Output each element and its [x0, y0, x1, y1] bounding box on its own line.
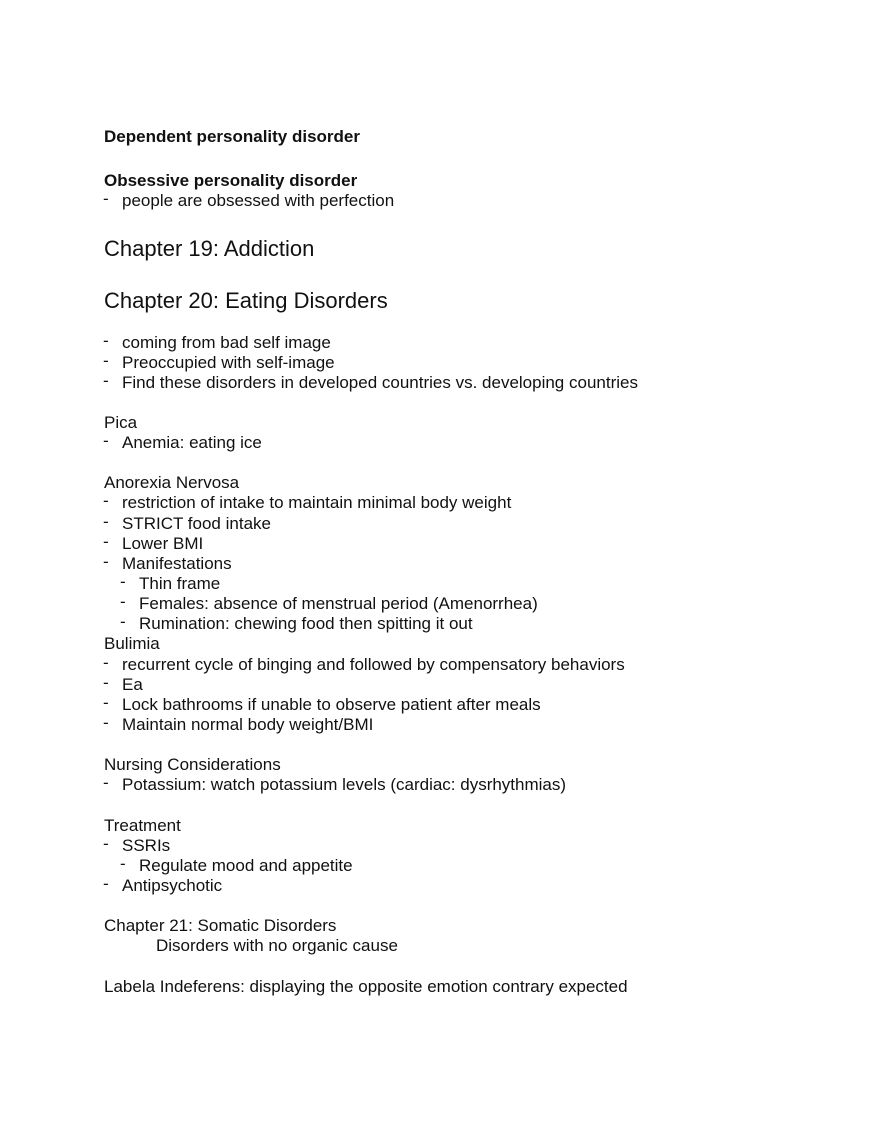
dash-bullet: -	[103, 713, 109, 732]
labela-indeferens-note: Labela Indeferens: displaying the opposite emotion contrary expected	[104, 977, 628, 996]
dash-bullet: -	[103, 773, 109, 792]
dash-bullet: -	[103, 331, 109, 350]
list-item-text: coming from bad self image	[122, 333, 331, 352]
list-item-text: Ea	[122, 675, 143, 694]
list-item-text: Lock bathrooms if unable to observe patient after meals	[122, 695, 541, 714]
dash-bullet: -	[103, 189, 109, 208]
chapter-21-subtitle: Disorders with no organic cause	[156, 936, 398, 955]
list-item-text: Anemia: eating ice	[122, 433, 262, 452]
list-item-text: Regulate mood and appetite	[139, 856, 353, 875]
list-item-text: Manifestations	[122, 554, 232, 573]
list-item-text: people are obsessed with perfection	[122, 191, 395, 210]
section-title-anorexia: Anorexia Nervosa	[104, 473, 240, 492]
dash-bullet: -	[120, 592, 126, 611]
dash-bullet: -	[103, 673, 109, 692]
heading-dependent-personality: Dependent personality disorder	[104, 127, 360, 146]
list-item-text: Antipsychotic	[122, 876, 223, 895]
section-title-bulimia: Bulimia	[104, 634, 160, 653]
dash-bullet: -	[103, 874, 109, 893]
list-item-text: Thin frame	[139, 574, 221, 593]
heading-chapter-20: Chapter 20: Eating Disorders	[104, 288, 388, 313]
dash-bullet: -	[103, 693, 109, 712]
section-title-treatment: Treatment	[104, 816, 181, 835]
dash-bullet: -	[103, 371, 109, 390]
list-item-text: STRICT food intake	[122, 514, 271, 533]
dash-bullet: -	[103, 431, 109, 450]
dash-bullet: -	[103, 532, 109, 551]
section-title-pica: Pica	[104, 413, 138, 432]
section-title-nursing: Nursing Considerations	[104, 755, 281, 774]
heading-obsessive-personality: Obsessive personality disorder	[104, 171, 358, 190]
dash-bullet: -	[120, 854, 126, 873]
heading-chapter-19: Chapter 19: Addiction	[104, 236, 315, 261]
heading-chapter-21: Chapter 21: Somatic Disorders	[104, 916, 337, 935]
list-item-text: restriction of intake to maintain minimal body weight	[122, 493, 512, 512]
dash-bullet: -	[103, 552, 109, 571]
dash-bullet: -	[103, 491, 109, 510]
dash-bullet: -	[103, 351, 109, 370]
list-item-text: Potassium: watch potassium levels (cardiac: dysrhythmias)	[122, 775, 567, 794]
list-item-text: Maintain normal body weight/BMI	[122, 715, 374, 734]
dash-bullet: -	[103, 834, 109, 853]
list-item-text: Rumination: chewing food then spitting it out	[139, 614, 473, 633]
list-item-text: Preoccupied with self-image	[122, 353, 335, 372]
dash-bullet: -	[120, 572, 126, 591]
dash-bullet: -	[103, 653, 109, 672]
dash-bullet: -	[103, 512, 109, 531]
list-item-text: recurrent cycle of binging and followed by compensatory behaviors	[122, 655, 625, 674]
list-item-text: Lower BMI	[122, 534, 204, 553]
list-item-text: SSRIs	[122, 836, 171, 855]
list-item-text: Find these disorders in developed countries vs. developing countries	[122, 373, 638, 392]
list-item-text: Females: absence of menstrual period (Amenorrhea)	[139, 594, 538, 613]
dash-bullet: -	[120, 612, 126, 631]
